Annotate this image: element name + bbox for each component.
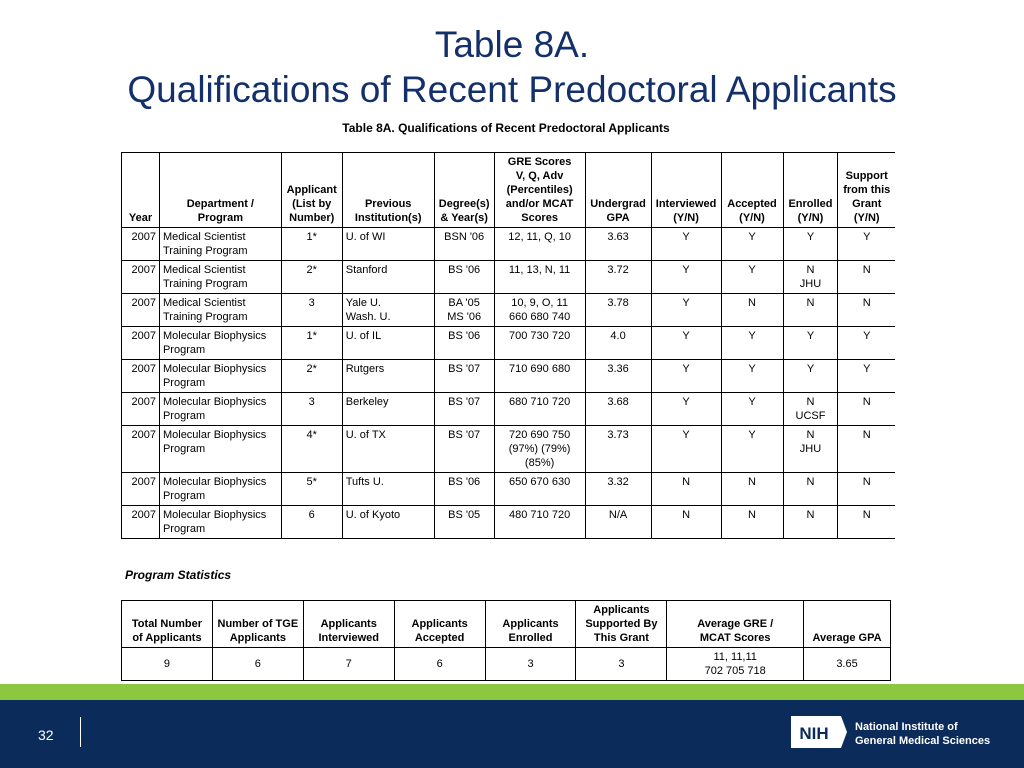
- stats-accepted: 6: [394, 648, 485, 681]
- cell-accepted: Y: [721, 228, 783, 261]
- cell-degrees: BS '07: [434, 393, 494, 426]
- cell-institution: Rutgers: [342, 360, 434, 393]
- cell-gpa: 3.73: [585, 426, 651, 473]
- cell-year: 2007: [122, 360, 160, 393]
- cell-institution: U. of WI: [342, 228, 434, 261]
- cell-degrees: BS '06: [434, 261, 494, 294]
- cell-gpa: 3.68: [585, 393, 651, 426]
- cell-interviewed: Y: [651, 426, 721, 473]
- cell-interviewed: N: [651, 506, 721, 539]
- stats-header-row: [122, 601, 891, 648]
- header-accepted: Accepted (Y/N): [721, 153, 783, 228]
- header-undergrad-gpa: Undergrad GPA: [585, 153, 651, 228]
- cell-accepted: Y: [721, 393, 783, 426]
- cell-department: Medical Scientist Training Program: [159, 261, 281, 294]
- institute-name: National Institute of General Medical Sciences: [855, 721, 991, 747]
- stats-average-gre: 11, 11,11 702 705 718: [667, 648, 804, 681]
- cell-applicant: 2*: [281, 261, 342, 294]
- cell-department: Molecular Biophysics Program: [159, 473, 281, 506]
- cell-accepted: Y: [721, 261, 783, 294]
- cell-applicant: 3: [281, 294, 342, 327]
- cell-applicant: 2*: [281, 360, 342, 393]
- header-department: Department / Program: [159, 153, 281, 228]
- table-row: [122, 327, 896, 360]
- applicants-table: [121, 152, 895, 539]
- cell-institution: Stanford: [342, 261, 434, 294]
- cell-gre-scores: 10, 9, O, 11 660 680 740: [494, 294, 585, 327]
- cell-accepted: N: [721, 473, 783, 506]
- stats-total-applicants: 9: [122, 648, 213, 681]
- cell-gpa: 3.63: [585, 228, 651, 261]
- title-line-1: Table 8A.: [434, 24, 590, 65]
- header-previous-institution: Previous Institution(s): [342, 153, 434, 228]
- cell-applicant: 1*: [281, 228, 342, 261]
- cell-year: 2007: [122, 228, 160, 261]
- header-degrees: Degree(s) & Year(s): [434, 153, 494, 228]
- cell-enrolled: Y: [783, 327, 838, 360]
- stats-header-accepted: Applicants Accepted: [394, 601, 485, 648]
- cell-degrees: BSN '06: [434, 228, 494, 261]
- header-support: Support from this Grant (Y/N): [838, 153, 895, 228]
- cell-year: 2007: [122, 261, 160, 294]
- cell-degrees: BS '07: [434, 360, 494, 393]
- table-row: [122, 506, 896, 539]
- cell-gre-scores: 710 690 680: [494, 360, 585, 393]
- cell-degrees: BS '05: [434, 506, 494, 539]
- stats-header-enrolled: Applicants Enrolled: [485, 601, 576, 648]
- footer-accent-band: [0, 684, 1024, 700]
- cell-interviewed: Y: [651, 294, 721, 327]
- stats-header-total-applicants: Total Number of Applicants: [122, 601, 213, 648]
- stats-average-gpa: 3.65: [804, 648, 891, 681]
- cell-degrees: BS '07: [434, 426, 494, 473]
- stats-enrolled: 3: [485, 648, 576, 681]
- cell-year: 2007: [122, 426, 160, 473]
- cell-accepted: N: [721, 506, 783, 539]
- program-statistics-table: [121, 600, 891, 681]
- cell-accepted: Y: [721, 426, 783, 473]
- cell-institution: U. of TX: [342, 426, 434, 473]
- cell-support: Y: [838, 327, 895, 360]
- table-row: [122, 228, 896, 261]
- table-header-row: [122, 153, 896, 228]
- cell-enrolled: N JHU: [783, 426, 838, 473]
- cell-department: Molecular Biophysics Program: [159, 360, 281, 393]
- stats-supported: 3: [576, 648, 667, 681]
- cell-support: N: [838, 261, 895, 294]
- cell-department: Molecular Biophysics Program: [159, 506, 281, 539]
- cell-applicant: 6: [281, 506, 342, 539]
- cell-interviewed: Y: [651, 327, 721, 360]
- cell-year: 2007: [122, 294, 160, 327]
- slide-number: 32: [38, 727, 54, 743]
- table-row: [122, 426, 896, 473]
- cell-institution: Berkeley: [342, 393, 434, 426]
- cell-year: 2007: [122, 393, 160, 426]
- table-row: [122, 360, 896, 393]
- slide-title: [0, 22, 1024, 112]
- cell-gpa: 3.78: [585, 294, 651, 327]
- cell-department: Medical Scientist Training Program: [159, 228, 281, 261]
- header-interviewed: Interviewed (Y/N): [651, 153, 721, 228]
- cell-accepted: Y: [721, 360, 783, 393]
- table-row: [122, 473, 896, 506]
- cell-gre-scores: 650 670 630: [494, 473, 585, 506]
- header-enrolled: Enrolled (Y/N): [783, 153, 838, 228]
- stats-interviewed: 7: [303, 648, 394, 681]
- cell-accepted: N: [721, 294, 783, 327]
- cell-applicant: 1*: [281, 327, 342, 360]
- cell-department: Molecular Biophysics Program: [159, 393, 281, 426]
- title-line-2: Qualifications of Recent Predoctoral Applicants: [127, 69, 897, 110]
- cell-enrolled: N: [783, 294, 838, 327]
- slide-footer: [0, 700, 1024, 768]
- stats-header-average-gre: Average GRE / MCAT Scores: [667, 601, 804, 648]
- cell-department: Molecular Biophysics Program: [159, 327, 281, 360]
- header-gre-scores: GRE Scores V, Q, Adv (Percentiles) and/or MCAT Scores: [494, 153, 585, 228]
- cell-enrolled: Y: [783, 228, 838, 261]
- cell-applicant: 5*: [281, 473, 342, 506]
- cell-interviewed: N: [651, 473, 721, 506]
- cell-gpa: 4.0: [585, 327, 651, 360]
- stats-header-tge-applicants: Number of TGE Applicants: [212, 601, 303, 648]
- stats-header-supported: Applicants Supported By This Grant: [576, 601, 667, 648]
- cell-enrolled: N JHU: [783, 261, 838, 294]
- stats-header-average-gpa: Average GPA: [804, 601, 891, 648]
- cell-support: N: [838, 506, 895, 539]
- cell-institution: U. of Kyoto: [342, 506, 434, 539]
- cell-institution: Tufts U.: [342, 473, 434, 506]
- cell-year: 2007: [122, 506, 160, 539]
- cell-gre-scores: 700 730 720: [494, 327, 585, 360]
- header-year: Year: [122, 153, 160, 228]
- cell-gre-scores: 680 710 720: [494, 393, 585, 426]
- stats-header-interviewed: Applicants Interviewed: [303, 601, 394, 648]
- cell-interviewed: Y: [651, 393, 721, 426]
- cell-gre-scores: 11, 13, N, 11: [494, 261, 585, 294]
- cell-enrolled: Y: [783, 360, 838, 393]
- cell-institution: U. of IL: [342, 327, 434, 360]
- stats-tge-applicants: 6: [212, 648, 303, 681]
- cell-year: 2007: [122, 473, 160, 506]
- cell-enrolled: N: [783, 473, 838, 506]
- cell-support: N: [838, 294, 895, 327]
- footer-divider: [80, 717, 81, 747]
- cell-support: Y: [838, 360, 895, 393]
- cell-support: N: [838, 473, 895, 506]
- cell-department: Molecular Biophysics Program: [159, 426, 281, 473]
- cell-year: 2007: [122, 327, 160, 360]
- cell-institution: Yale U. Wash. U.: [342, 294, 434, 327]
- nih-logo-icon: [791, 716, 847, 748]
- cell-enrolled: N: [783, 506, 838, 539]
- cell-gpa: N/A: [585, 506, 651, 539]
- cell-support: N: [838, 393, 895, 426]
- cell-degrees: BS '06: [434, 473, 494, 506]
- cell-department: Medical Scientist Training Program: [159, 294, 281, 327]
- table-row: [122, 261, 896, 294]
- program-statistics-label: Program Statistics: [125, 568, 232, 582]
- stats-values-row: [122, 648, 891, 681]
- cell-interviewed: Y: [651, 360, 721, 393]
- table-caption: Table 8A. Qualifications of Recent Predoctoral Applicants: [342, 121, 670, 135]
- cell-interviewed: Y: [651, 261, 721, 294]
- table-row: [122, 393, 896, 426]
- header-applicant: Applicant (List by Number): [281, 153, 342, 228]
- cell-gre-scores: 480 710 720: [494, 506, 585, 539]
- cell-gpa: 3.72: [585, 261, 651, 294]
- cell-support: N: [838, 426, 895, 473]
- table-row: [122, 294, 896, 327]
- cell-gpa: 3.32: [585, 473, 651, 506]
- cell-support: Y: [838, 228, 895, 261]
- cell-gre-scores: 12, 11, Q, 10: [494, 228, 585, 261]
- cell-gre-scores: 720 690 750 (97%) (79%) (85%): [494, 426, 585, 473]
- svg-text:NIH: NIH: [799, 724, 829, 743]
- cell-applicant: 3: [281, 393, 342, 426]
- cell-degrees: BA '05 MS '06: [434, 294, 494, 327]
- cell-accepted: Y: [721, 327, 783, 360]
- cell-applicant: 4*: [281, 426, 342, 473]
- cell-interviewed: Y: [651, 228, 721, 261]
- cell-enrolled: N UCSF: [783, 393, 838, 426]
- cell-degrees: BS '06: [434, 327, 494, 360]
- cell-gpa: 3.36: [585, 360, 651, 393]
